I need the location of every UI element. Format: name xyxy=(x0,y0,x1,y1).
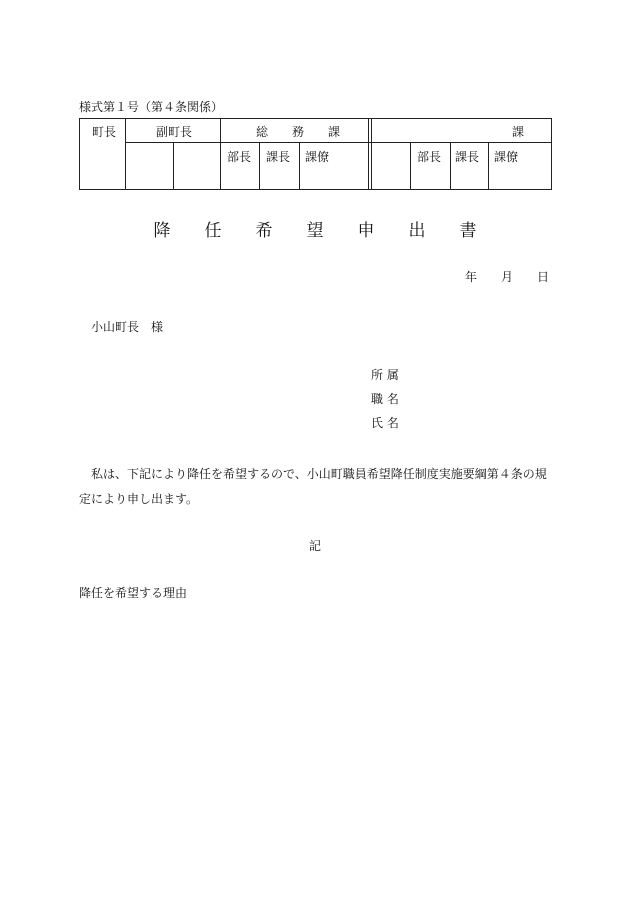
table-divider xyxy=(371,119,372,189)
ga-chief-label: 課長 xyxy=(266,150,291,164)
ga-director-label: 部長 xyxy=(227,150,252,164)
date-line: 年 月 日 xyxy=(465,270,550,284)
reason-label: 降任を希望する理由 xyxy=(79,586,188,600)
sec-chief-label: 課長 xyxy=(455,150,480,164)
table-divider xyxy=(299,142,300,189)
position-label: 職 名 xyxy=(371,392,399,406)
table-divider xyxy=(220,119,221,189)
table-divider xyxy=(450,142,451,189)
chief-label: 町長 xyxy=(92,125,117,139)
approval-stamp-table xyxy=(79,118,552,190)
sec-director-label: 部長 xyxy=(417,150,442,164)
ki-heading: 記 xyxy=(308,539,321,553)
table-divider xyxy=(125,119,126,189)
sec-staff-label: 課僚 xyxy=(494,150,519,164)
deputy-label: 副町長 xyxy=(156,125,193,139)
table-divider xyxy=(259,142,260,189)
table-divider xyxy=(173,142,174,189)
name-label: 氏 名 xyxy=(371,416,399,430)
addressee: 小山町長 様 xyxy=(91,320,164,334)
table-divider xyxy=(410,142,411,189)
table-divider xyxy=(488,142,489,189)
ga-staff-label: 課僚 xyxy=(305,150,330,164)
general-affairs-label: 総 務 課 xyxy=(256,125,341,139)
form-number: 様式第１号（第４条関係） xyxy=(79,100,224,114)
document-title: 降 任 希 望 申 出 書 xyxy=(153,221,477,241)
body-paragraph: 私は、下記により降任を希望するので、小山町職員希望降任制度実施要綱第４条の規定により申し出ます。 xyxy=(79,467,547,506)
table-divider xyxy=(368,119,369,189)
affiliation-label: 所 属 xyxy=(371,368,399,382)
section-label: 課 xyxy=(512,125,525,139)
